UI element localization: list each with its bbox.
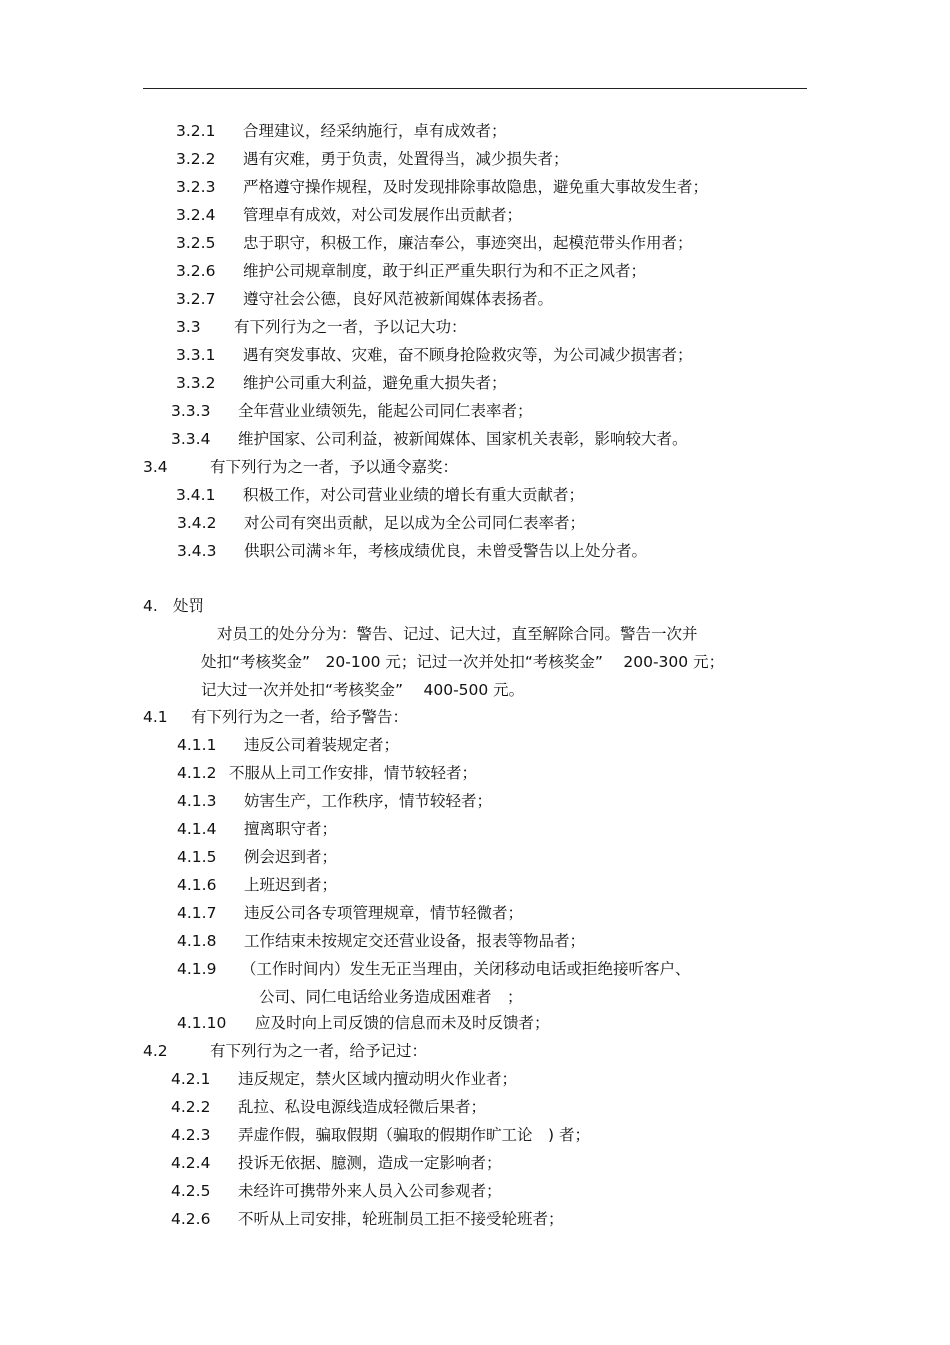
- clause-text: 弄虚作假，骗取假期（骗取的假期作旷工论 ) 者；: [238, 1126, 590, 1144]
- clause-text: 忠于职守，积极工作，廉洁奉公，事迹突出，起模范带头作用者；: [243, 234, 693, 252]
- clause-text: 严格遵守操作规程，及时发现排除事故隐患，避免重大事故发生者；: [243, 178, 709, 196]
- clause-number: 3.3.3: [171, 402, 211, 420]
- clause-number: 4.1: [143, 708, 168, 726]
- paragraph-text: 对员工的处分分为：警告、记过、记大过，直至解除合同。警告一次并: [217, 625, 698, 643]
- clause-text: 遇有灾难，勇于负责，处置得当，减少损失者；: [243, 150, 569, 168]
- clause-text: 未经许可携带外来人员入公司参观者；: [238, 1182, 502, 1200]
- paragraph-text: 处扣“考核奖金” 20-100 元；记过一次并处扣“考核奖金” 200-300 元；: [201, 653, 725, 671]
- clause-number: 4.1.4: [177, 820, 217, 838]
- clause-text: 不服从上司工作安排，情节较轻者；: [229, 764, 478, 782]
- clause-number: 4.2.3: [171, 1126, 211, 1144]
- clause-number: 4.1.3: [177, 792, 217, 810]
- clause-number: 4.1.7: [177, 904, 217, 922]
- clause-text: 不听从上司安排，轮班制员工拒不接受轮班者；: [238, 1210, 564, 1228]
- clause-text: 公司、同仁电话给业务造成困难者 ；: [259, 988, 523, 1006]
- clause-text: 妨害生产，工作秩序，情节较轻者；: [244, 792, 493, 810]
- clause-number: 4.1.1: [177, 736, 217, 754]
- clause-text: 有下列行为之一者，予以记大功：: [234, 318, 467, 336]
- clause-text: 违反公司着装规定者；: [244, 736, 400, 754]
- clause-number: 4.1.9: [177, 960, 217, 978]
- clause-text: 积极工作，对公司营业业绩的增长有重大贡献者；: [243, 486, 585, 504]
- clause-number: 3.2.2: [176, 150, 216, 168]
- clause-text: 有下列行为之一者，给予记过：: [210, 1042, 428, 1060]
- clause-text: 违反公司各专项管理规章，情节轻微者；: [244, 904, 524, 922]
- clause-number: 4.2.2: [171, 1098, 211, 1116]
- clause-text: 遇有突发事故、灾难，奋不顾身抢险救灾等，为公司减少损害者；: [243, 346, 693, 364]
- clause-text: 对公司有突出贡献，足以成为全公司同仁表率者；: [244, 514, 586, 532]
- clause-text: 应及时向上司反馈的信息而未及时反馈者；: [255, 1014, 550, 1032]
- clause-text: 擅离职守者；: [244, 820, 338, 838]
- clause-text: （工作时间内）发生无正当理由，关闭移动电话或拒绝接听客户、: [241, 960, 691, 978]
- clause-number: 4.2.6: [171, 1210, 211, 1228]
- clause-number: 3.2.6: [176, 262, 216, 280]
- clause-text: 供职公司满＊年，考核成绩优良，未曾受警告以上处分者。: [244, 542, 648, 560]
- clause-number: 4.1.8: [177, 932, 217, 950]
- section-title: 处罚: [173, 597, 205, 615]
- clause-number: 3.2.4: [176, 206, 216, 224]
- clause-number: 3.4.2: [177, 514, 217, 532]
- clause-number: 4.1.2: [177, 764, 217, 782]
- clause-number: 3.2.7: [176, 290, 216, 308]
- clause-number: 3.2.5: [176, 234, 216, 252]
- clause-number: 4.2.5: [171, 1182, 211, 1200]
- clause-number: 3.4.3: [177, 542, 217, 560]
- clause-text: 维护公司重大利益，避免重大损失者；: [243, 374, 507, 392]
- clause-number: 4.1.6: [177, 876, 217, 894]
- paragraph-text: 记大过一次并处扣“考核奖金” 400-500 元。: [201, 681, 525, 699]
- clause-number: 3.2.1: [176, 122, 216, 140]
- clause-text: 维护公司规章制度，敢于纠正严重失职行为和不正之风者；: [243, 262, 647, 280]
- clause-number: 3.4: [143, 458, 168, 476]
- clause-number: 3.3.1: [176, 346, 216, 364]
- clause-number: 3.3.4: [171, 430, 211, 448]
- clause-text: 有下列行为之一者，给予警告：: [191, 708, 409, 726]
- clause-number: 4.2.1: [171, 1070, 211, 1088]
- clause-number: 4.1.5: [177, 848, 217, 866]
- clause-text: 维护国家、公司利益，被新闻媒体、国家机关表彰，影响较大者。: [238, 430, 688, 448]
- clause-text: 工作结束未按规定交还营业设备，报表等物品者；: [244, 932, 586, 950]
- clause-text: 合理建议，经采纳施行，卓有成效者；: [243, 122, 507, 140]
- clause-text: 上班迟到者；: [244, 876, 338, 894]
- clause-text: 遵守社会公德，良好风范被新闻媒体表扬者。: [243, 290, 554, 308]
- clause-text: 管理卓有成效，对公司发展作出贡献者；: [243, 206, 523, 224]
- clause-number: 4.2.4: [171, 1154, 211, 1172]
- clause-number: 3.4.1: [176, 486, 216, 504]
- clause-number: 4.1.10: [177, 1014, 227, 1032]
- clause-text: 违反规定，禁火区域内擅动明火作业者；: [238, 1070, 518, 1088]
- header-rule: [143, 88, 807, 89]
- clause-number: 3.2.3: [176, 178, 216, 196]
- clause-text: 例会迟到者；: [244, 848, 338, 866]
- clause-text: 乱拉、私设电源线造成轻微后果者；: [238, 1098, 487, 1116]
- clause-text: 有下列行为之一者，予以通令嘉奖：: [210, 458, 459, 476]
- section-number: 4.: [143, 597, 158, 615]
- clause-text: 投诉无依据、臆测，造成一定影响者；: [238, 1154, 502, 1172]
- clause-number: 3.3: [176, 318, 201, 336]
- clause-number: 3.3.2: [176, 374, 216, 392]
- clause-text: 全年营业业绩领先，能起公司同仁表率者；: [238, 402, 533, 420]
- clause-number: 4.2: [143, 1042, 168, 1060]
